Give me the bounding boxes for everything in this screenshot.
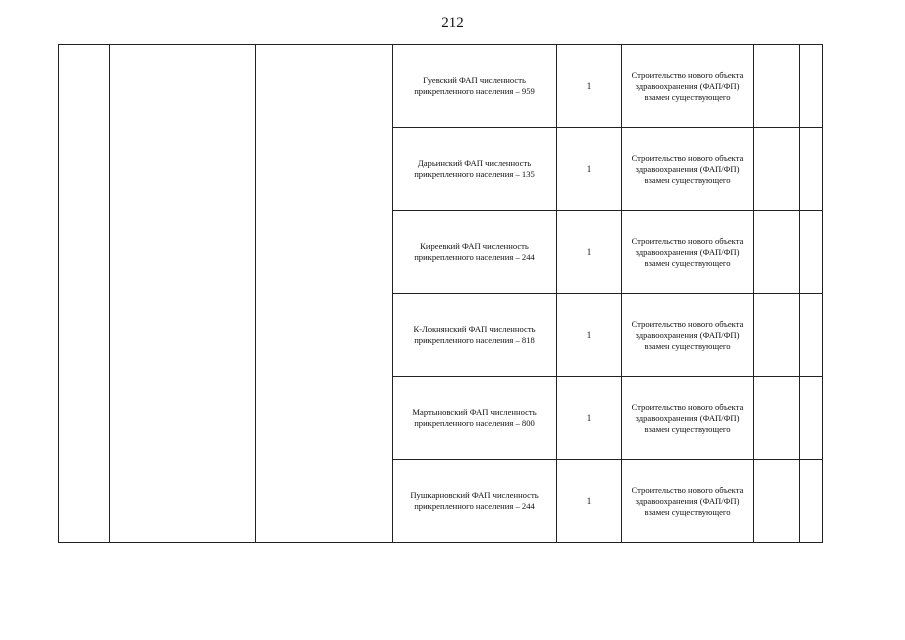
count-text: 1 [586,412,592,423]
empty-cell [800,294,823,377]
empty-cell [754,377,800,460]
action-cell [622,377,754,460]
action-cell [622,45,754,128]
table-row [59,45,823,128]
count-text: 1 [586,495,592,506]
facility-text: Пушкарновский ФАП численность прикрепленного населения – 244 [410,490,539,511]
count-text: 1 [586,80,592,91]
empty-cell [800,460,823,543]
count-cell [557,45,622,128]
empty-cell [754,460,800,543]
facility-cell [393,377,557,460]
facility-cell [393,460,557,543]
empty-cell [754,128,800,211]
merged-cell-2 [110,45,256,543]
facility-text: Киреевкий ФАП численность прикрепленного населения – 244 [414,241,535,262]
facility-text: Мартыновский ФАП численность прикрепленного населения – 800 [412,407,537,428]
empty-cell [754,45,800,128]
facility-cell [393,45,557,128]
action-cell [622,294,754,377]
empty-cell [800,377,823,460]
count-cell [557,294,622,377]
facility-text: Гуевский ФАП численность прикрепленного населения – 959 [414,75,535,96]
count-text: 1 [586,163,592,174]
action-text: Строительство нового объекта здравоохранения (ФАП/ФП) взамен существующего [631,401,744,434]
action-cell [622,128,754,211]
empty-cell [800,128,823,211]
facility-table [58,44,823,543]
facility-text: К-Локнянский ФАП численность прикрепленного населения – 818 [413,324,536,345]
action-text: Строительство нового объекта здравоохранения (ФАП/ФП) взамен существующего [631,318,744,351]
action-text: Строительство нового объекта здравоохранения (ФАП/ФП) взамен существующего [631,152,744,185]
empty-cell [754,211,800,294]
empty-cell [800,211,823,294]
action-text: Строительство нового объекта здравоохранения (ФАП/ФП) взамен существующего [631,235,744,268]
facility-cell [393,211,557,294]
count-text: 1 [586,329,592,340]
facility-cell [393,294,557,377]
page-number: 212 [441,15,464,31]
action-cell [622,211,754,294]
facility-text: Дарьинский ФАП численность прикрепленного населения – 135 [414,158,535,179]
action-cell [622,460,754,543]
count-cell [557,128,622,211]
empty-cell [754,294,800,377]
count-text: 1 [586,246,592,257]
count-cell [557,211,622,294]
count-cell [557,377,622,460]
merged-cell-1 [59,45,110,543]
merged-cell-3 [256,45,393,543]
action-text: Строительство нового объекта здравоохранения (ФАП/ФП) взамен существующего [631,484,744,517]
empty-cell [800,45,823,128]
count-cell [557,460,622,543]
action-text: Строительство нового объекта здравоохранения (ФАП/ФП) взамен существующего [631,69,744,102]
facility-cell [393,128,557,211]
